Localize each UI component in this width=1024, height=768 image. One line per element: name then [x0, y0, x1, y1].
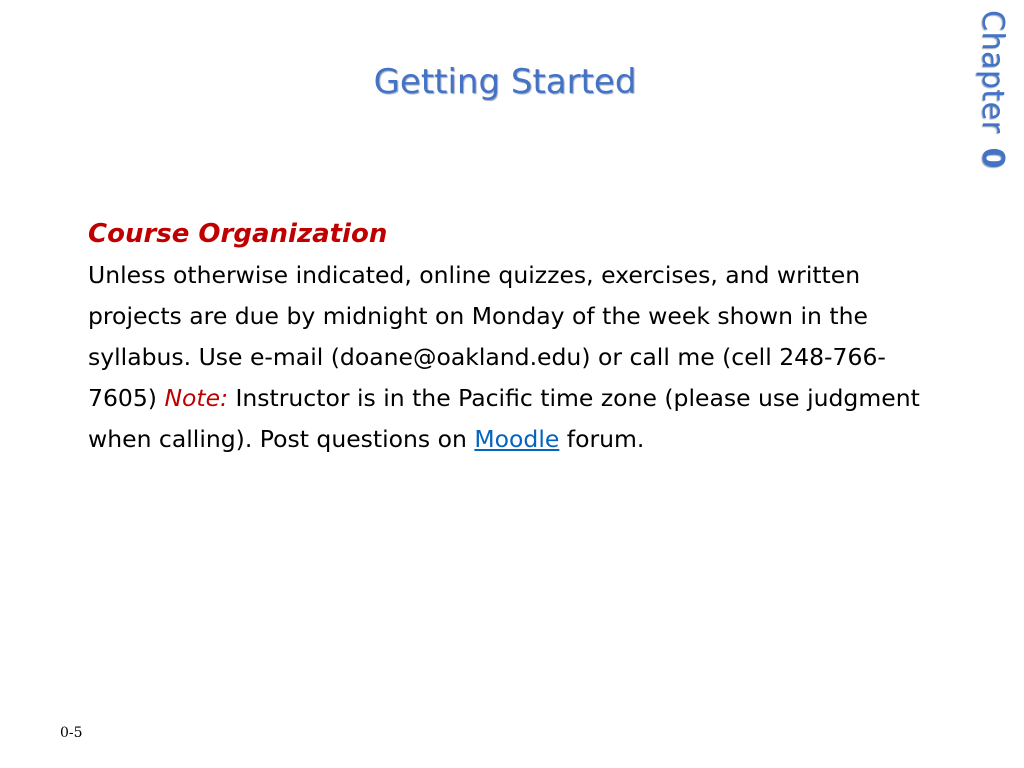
note-label: Note: — [164, 384, 228, 412]
chapter-label-text: Chapter — [975, 10, 1010, 134]
section-heading: Course Organization — [88, 219, 388, 249]
body-text-part1: Unless otherwise indicated, online quizzes, exercises, and written projects are due by midnight on Monday of the week shown in the syllabus. Use e-mail (doane@oakland.edu) or call me (cell 248-766-7605) — [88, 261, 886, 412]
body-paragraph — [88, 255, 948, 460]
chapter-label — [975, 10, 1010, 169]
slide-title: Getting Started — [373, 62, 637, 102]
moodle-link[interactable]: Moodle — [474, 425, 560, 453]
chapter-number: 0 — [975, 147, 1010, 169]
body-text-part2: Instructor is in the Pacific time zone (please use judgment when calling). Post questions on — [88, 384, 920, 453]
slide-number: 0-5 — [60, 725, 83, 741]
body-text-part3: forum. — [559, 425, 645, 453]
slide-body — [88, 214, 948, 460]
